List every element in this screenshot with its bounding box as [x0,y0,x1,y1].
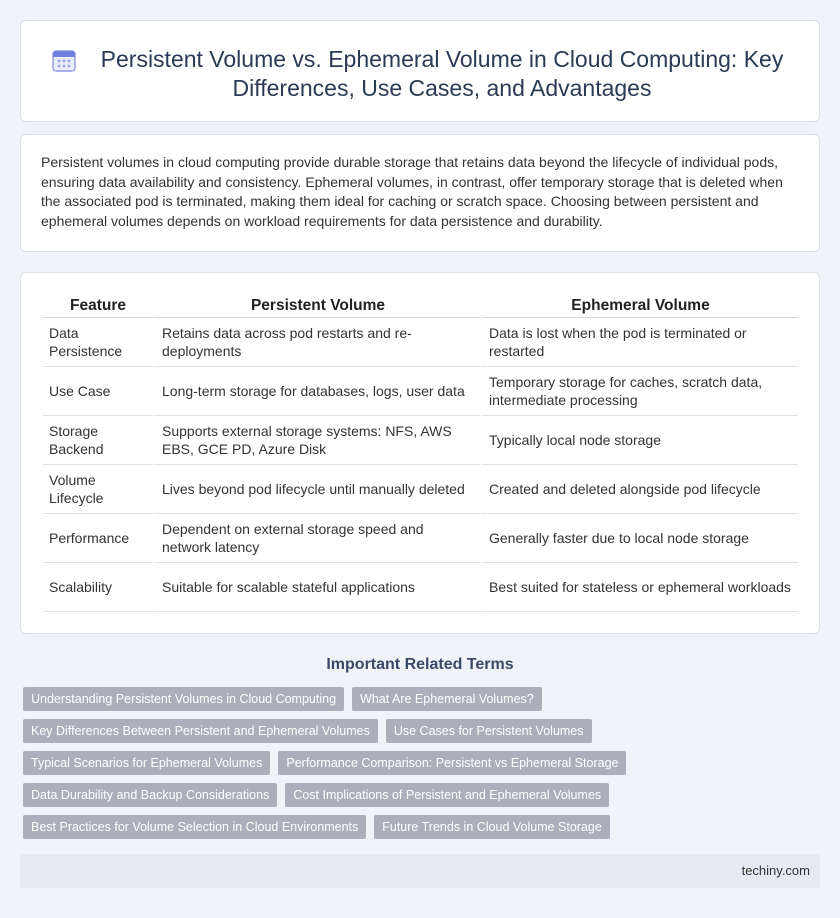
related-term-tag[interactable]: Cost Implications of Persistent and Ephemeral Volumes [285,783,609,807]
persistent-cell: Lives beyond pod lifecycle until manually deleted [153,465,480,514]
table-row [43,416,798,465]
persistent-cell: Supports external storage systems: NFS, AWS EBS, GCE PD, Azure Disk [153,416,480,465]
related-term-tag[interactable]: Use Cases for Persistent Volumes [386,719,592,743]
persistent-cell: Suitable for scalable stateful applications [153,563,480,612]
related-terms-title: Important Related Terms [326,656,514,673]
related-term-tag[interactable]: Performance Comparison: Persistent vs Ephemeral Storage [278,751,626,775]
related-term-tag[interactable]: Best Practices for Volume Selection in Cloud Environments [23,815,366,839]
related-term-tag[interactable]: What Are Ephemeral Volumes? [352,687,542,711]
feature-cell: Use Case [43,367,153,416]
calendar-icon [51,47,77,73]
ephemeral-cell: Temporary storage for caches, scratch data, intermediate processing [480,367,798,416]
related-term-tag[interactable]: Typical Scenarios for Ephemeral Volumes [23,751,270,775]
feature-cell: Scalability [43,563,153,612]
ephemeral-cell: Generally faster due to local node storage [480,514,798,563]
footer-brand[interactable]: techiny.com [741,863,810,878]
feature-cell: Volume Lifecycle [43,465,153,514]
persistent-cell: Dependent on external storage speed and network latency [153,514,480,563]
table-row [43,318,798,367]
related-term-tag[interactable]: Future Trends in Cloud Volume Storage [374,815,610,839]
intro-card [20,134,820,252]
related-term-tag[interactable]: Understanding Persistent Volumes in Cloud Computing [23,687,344,711]
table-header-row [43,295,798,318]
ephemeral-cell: Best suited for stateless or ephemeral workloads [480,563,798,612]
feature-cell: Data Persistence [43,318,153,367]
feature-cell: Storage Backend [43,416,153,465]
ephemeral-cell: Typically local node storage [480,416,798,465]
footer [20,854,820,888]
header-feature: Feature [43,295,153,318]
title-card [20,20,820,122]
header-persistent: Persistent Volume [153,295,480,318]
feature-cell: Performance [43,514,153,563]
comparison-card [20,272,820,634]
table-row [43,465,798,514]
ephemeral-cell: Data is lost when the pod is terminated or restarted [480,318,798,367]
table-row [43,514,798,563]
header-ephemeral: Ephemeral Volume [480,295,798,318]
related-term-tag[interactable]: Key Differences Between Persistent and Ephemeral Volumes [23,719,378,743]
persistent-cell: Long-term storage for databases, logs, user data [153,367,480,416]
persistent-cell: Retains data across pod restarts and re-deployments [153,318,480,367]
table-row [43,367,798,416]
related-terms-list [23,687,823,839]
intro-paragraph: Persistent volumes in cloud computing provide durable storage that retains data beyond the lifecycle of individual pods, ensuring data availability and consistency. Ephemeral volumes, in contrast, offer temporary storage that is deleted when the associated pod is terminated, making them ideal for caching or scratch space. Choosing between persistent and ephemeral volumes depends on workload requirements for data persistence and durability. [41,154,783,229]
ephemeral-cell: Created and deleted alongside pod lifecycle [480,465,798,514]
table-row [43,563,798,612]
related-term-tag[interactable]: Data Durability and Backup Considerations [23,783,277,807]
page-title: Persistent Volume vs. Ephemeral Volume in Cloud Computing: Key Differences, Use Cases, and Advantages [100,46,784,101]
title-wrap [21,21,819,103]
comparison-table [43,295,798,612]
